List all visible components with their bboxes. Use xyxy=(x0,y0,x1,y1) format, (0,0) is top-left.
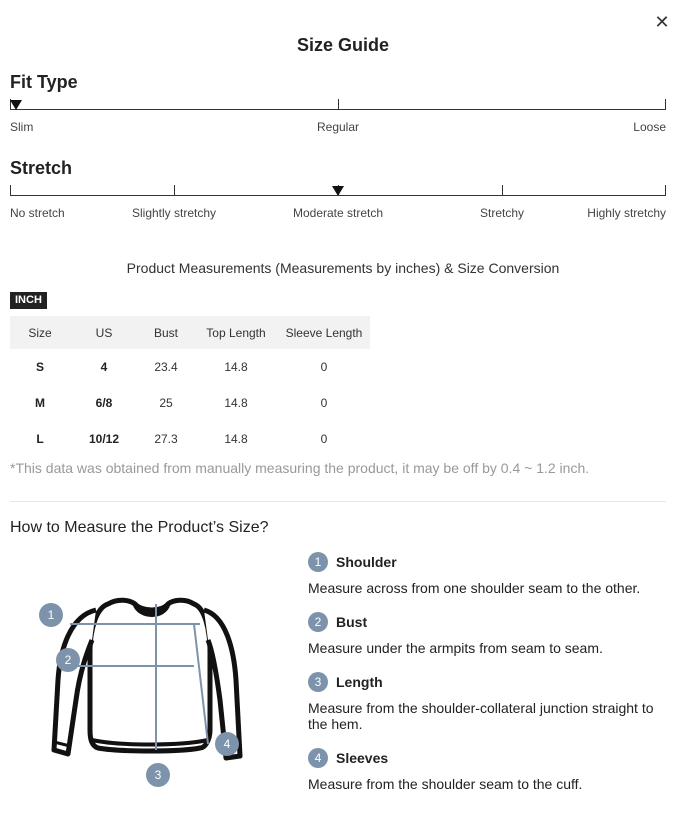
cell-size: S xyxy=(35,360,44,374)
table-row xyxy=(10,349,370,385)
divider xyxy=(10,501,666,502)
measurements-heading: Product Measurements (Measurements by inches) & Size Conversion xyxy=(126,260,560,276)
step-desc-shoulder: Measure across from one shoulder seam to the other. xyxy=(308,580,641,596)
sweater-diagram xyxy=(30,590,260,790)
stretch-label-moderate: Moderate stretch xyxy=(292,206,384,220)
stretch-label-stretchy: Stretchy xyxy=(479,206,525,220)
close-icon[interactable]: ✕ xyxy=(654,12,670,32)
cell-us: 10/12 xyxy=(88,432,120,446)
cell-sleeve-length: 0 xyxy=(320,396,328,410)
col-bust: Bust xyxy=(138,316,194,349)
cell-bust: 25 xyxy=(159,396,173,410)
cell-top-length: 14.8 xyxy=(224,432,248,446)
scale-tick xyxy=(338,99,339,110)
stretch-label-none: No stretch xyxy=(10,206,65,220)
cell-us: 4 xyxy=(100,360,108,374)
col-top-length: Top Length xyxy=(194,316,278,349)
step-desc-bust: Measure under the armpits from seam to seam. xyxy=(308,640,603,656)
stretch-title: Stretch xyxy=(10,158,73,178)
marker-1-label: 1 xyxy=(47,608,55,622)
stretch-label-high: Highly stretchy xyxy=(587,206,666,220)
selected-marker-icon xyxy=(10,100,22,110)
step-title-bust: Bust xyxy=(336,614,368,630)
cell-sleeve-length: 0 xyxy=(320,432,328,446)
scale-tick xyxy=(502,185,503,196)
cell-top-length: 14.8 xyxy=(224,360,248,374)
cell-size: M xyxy=(35,396,45,410)
scale-tick xyxy=(665,99,666,110)
fit-label-slim: Slim xyxy=(10,120,34,134)
fit-label-regular: Regular xyxy=(316,120,360,134)
cell-top-length: 14.8 xyxy=(224,396,248,410)
selected-marker-icon xyxy=(332,186,344,196)
stretch-scale xyxy=(10,185,666,225)
table-header-row xyxy=(10,316,370,349)
page-title: Size Guide xyxy=(296,35,390,55)
step-title-shoulder: Shoulder xyxy=(336,554,397,570)
step-desc-sleeves: Measure from the shoulder seam to the cuff. xyxy=(308,776,583,792)
cell-bust: 27.3 xyxy=(154,432,178,446)
how-to-title: How to Measure the Product’s Size? xyxy=(10,519,269,536)
scale-tick xyxy=(10,185,11,196)
step-number: 3 xyxy=(308,672,328,692)
marker-3-label: 3 xyxy=(154,768,162,782)
col-sleeve-length: Sleeve Length xyxy=(278,316,370,349)
measurement-note: *This data was obtained from manually measuring the product, it may be off by 0.4 ~ 1.2 inch. xyxy=(10,460,590,476)
step-number: 2 xyxy=(308,612,328,632)
step-title-length: Length xyxy=(336,674,383,690)
table-row xyxy=(10,385,370,421)
fit-label-loose: Loose xyxy=(633,120,666,134)
scale-tick xyxy=(174,185,175,196)
fit-type-scale xyxy=(10,99,666,139)
step-title-sleeves: Sleeves xyxy=(336,750,389,766)
cell-bust: 23.4 xyxy=(154,360,178,374)
scale-tick xyxy=(665,185,666,196)
cell-sleeve-length: 0 xyxy=(320,360,328,374)
step-desc-length: Measure from the shoulder-collateral junction straight to the hem. xyxy=(308,700,654,732)
col-size: Size xyxy=(10,316,70,349)
step-number: 1 xyxy=(308,552,328,572)
sweater-icon xyxy=(30,590,260,790)
cell-size: L xyxy=(36,432,44,446)
marker-2-label: 2 xyxy=(64,653,72,667)
size-table xyxy=(10,316,370,457)
unit-badge[interactable]: INCH xyxy=(10,292,47,309)
cell-us: 6/8 xyxy=(95,396,113,410)
col-us: US xyxy=(70,316,138,349)
fit-type-title: Fit Type xyxy=(10,72,78,92)
marker-4-label: 4 xyxy=(223,737,231,751)
step-number: 4 xyxy=(308,748,328,768)
table-row xyxy=(10,421,370,457)
stretch-label-slight: Slightly stretchy xyxy=(131,206,217,220)
